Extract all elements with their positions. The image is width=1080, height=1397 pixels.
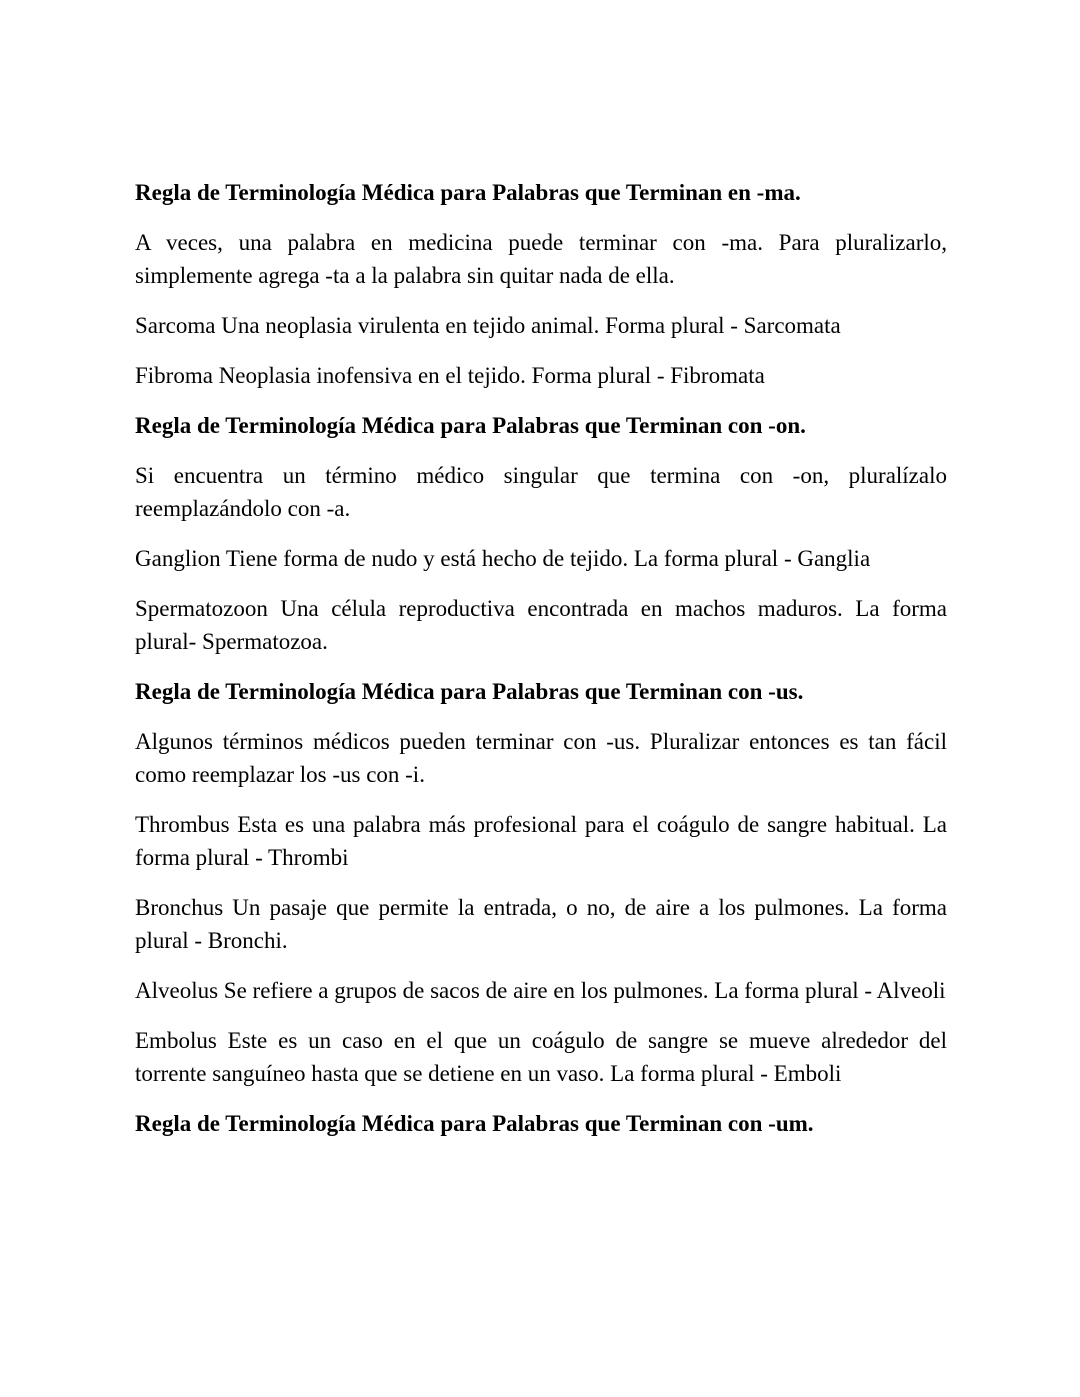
paragraph-embolus: Embolus Este es un caso en el que un coágulo de sangre se mueve alrededor del torrente sanguíneo hasta que se detiene en un vaso. La forma plural - Emboli	[135, 1028, 947, 1086]
document-content	[135, 176, 947, 1157]
paragraph-spermatozoon: Spermatozoon Una célula reproductiva encontrada en machos maduros. La forma plural- Spermatozoa.	[135, 596, 947, 654]
section-heading-um: Regla de Terminología Médica para Palabras que Terminan con -um.	[135, 1111, 814, 1136]
section-heading-on: Regla de Terminología Médica para Palabras que Terminan con -on.	[135, 413, 806, 438]
paragraph-fibroma: Fibroma Neoplasia inofensiva en el tejido. Forma plural - Fibromata	[135, 363, 765, 388]
section-heading-us: Regla de Terminología Médica para Palabras que Terminan con -us.	[135, 679, 804, 704]
paragraph-rule-ma: A veces, una palabra en medicina puede terminar con -ma. Para pluralizarlo, simplemente agrega -ta a la palabra sin quitar nada de ella.	[135, 230, 947, 288]
section-heading-ma: Regla de Terminología Médica para Palabras que Terminan en -ma.	[135, 180, 801, 205]
paragraph-sarcoma: Sarcoma Una neoplasia virulenta en tejido animal. Forma plural - Sarcomata	[135, 313, 841, 338]
paragraph-ganglion: Ganglion Tiene forma de nudo y está hecho de tejido. La forma plural - Ganglia	[135, 546, 871, 571]
paragraph-rule-on: Si encuentra un término médico singular que termina con -on, pluralízalo reemplazándolo con -a.	[135, 463, 947, 521]
paragraph-bronchus: Bronchus Un pasaje que permite la entrada, o no, de aire a los pulmones. La forma plural - Bronchi.	[135, 895, 947, 953]
paragraph-rule-us: Algunos términos médicos pueden terminar con -us. Pluralizar entonces es tan fácil como reemplazar los -us con -i.	[135, 729, 947, 787]
paragraph-thrombus: Thrombus Esta es una palabra más profesional para el coágulo de sangre habitual. La forma plural - Thrombi	[135, 812, 947, 870]
paragraph-alveolus: Alveolus Se refiere a grupos de sacos de aire en los pulmones. La forma plural - Alveoli	[135, 978, 946, 1003]
